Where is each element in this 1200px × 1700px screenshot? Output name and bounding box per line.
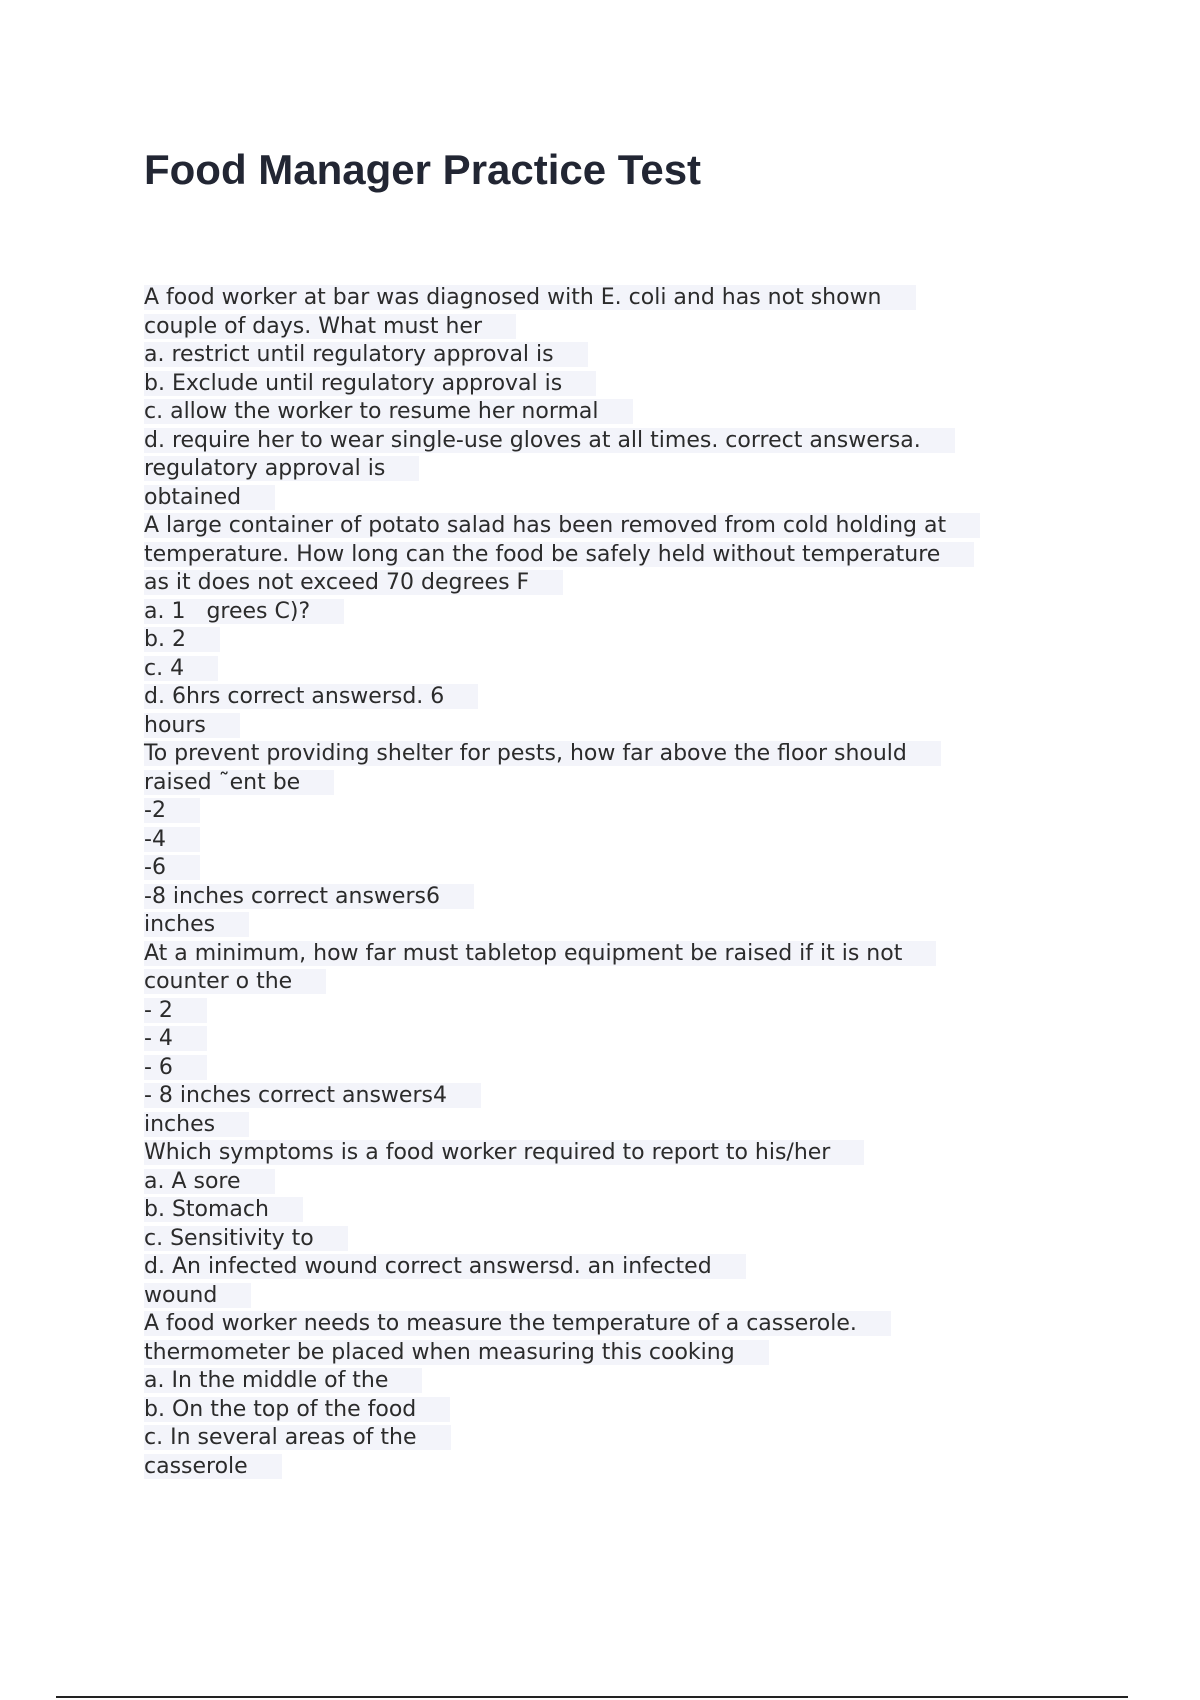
text-line xyxy=(144,1025,980,1054)
text-line xyxy=(144,370,980,399)
text-line-content: A food worker at bar was diagnosed with E. coli and has not shown xyxy=(144,285,916,310)
footer-divider xyxy=(56,1696,1128,1698)
text-line xyxy=(144,1168,980,1197)
text-line-content: d. 6hrs correct answersd. 6 xyxy=(144,684,478,709)
text-line-content: a. restrict until regulatory approval is xyxy=(144,342,588,367)
text-line xyxy=(144,455,980,484)
text-line xyxy=(144,854,980,883)
text-line-content: -4 xyxy=(144,827,200,852)
text-line-content: a. 1 grees C)? xyxy=(144,599,344,624)
text-line xyxy=(144,1253,980,1282)
text-line xyxy=(144,284,980,313)
document-title: Food Manager Practice Test xyxy=(144,146,702,193)
text-line xyxy=(144,683,980,712)
text-line-content: b. Exclude until regulatory approval is xyxy=(144,371,596,396)
text-line-content: c. 4 xyxy=(144,656,218,681)
text-line xyxy=(144,883,980,912)
text-line xyxy=(144,1225,980,1254)
text-line xyxy=(144,541,980,570)
text-line xyxy=(144,1367,980,1396)
document-body xyxy=(144,284,980,1481)
text-line-content: c. allow the worker to resume her normal xyxy=(144,399,633,424)
text-line xyxy=(144,341,980,370)
text-line xyxy=(144,712,980,741)
text-line xyxy=(144,1139,980,1168)
text-line xyxy=(144,1453,980,1482)
text-line xyxy=(144,1196,980,1225)
text-line-content: counter o the xyxy=(144,969,326,994)
text-line-content: c. Sensitivity to xyxy=(144,1226,348,1251)
text-line xyxy=(144,769,980,798)
text-line-content: b. Stomach xyxy=(144,1197,303,1222)
text-line-content: temperature. How long can the food be safely held without temperature xyxy=(144,542,974,567)
text-line xyxy=(144,512,980,541)
text-line-content: To prevent providing shelter for pests, how far above the floor should xyxy=(144,741,941,766)
text-line-content: as it does not exceed 70 degrees F xyxy=(144,570,563,595)
text-line xyxy=(144,1424,980,1453)
text-line-content: obtained xyxy=(144,485,275,510)
text-line xyxy=(144,398,980,427)
text-line-content: hours xyxy=(144,713,240,738)
text-line-content: wound xyxy=(144,1283,251,1308)
text-line-content: a. A sore xyxy=(144,1169,275,1194)
text-line-content: A food worker needs to measure the temperature of a casserole. xyxy=(144,1311,891,1336)
text-line xyxy=(144,1054,980,1083)
text-line-content: c. In several areas of the xyxy=(144,1425,451,1450)
text-line xyxy=(144,740,980,769)
text-line-content: couple of days. What must her xyxy=(144,314,516,339)
text-line-content: b. 2 xyxy=(144,627,220,652)
text-line xyxy=(144,968,980,997)
text-line-content: Which symptoms is a food worker required to report to his/her xyxy=(144,1140,864,1165)
text-line-content: thermometer be placed when measuring this cooking xyxy=(144,1340,769,1365)
text-line-content: A large container of potato salad has been removed from cold holding at xyxy=(144,513,980,538)
text-line xyxy=(144,569,980,598)
text-line-content: At a minimum, how far must tabletop equipment be raised if it is not xyxy=(144,941,936,966)
text-line xyxy=(144,313,980,342)
text-line xyxy=(144,911,980,940)
text-line-content: -8 inches correct answers6 xyxy=(144,884,474,909)
text-line xyxy=(144,1396,980,1425)
text-line-content: - 4 xyxy=(144,1026,207,1051)
text-line xyxy=(144,1082,980,1111)
text-line-content: raised ˜ent be xyxy=(144,770,334,795)
text-line xyxy=(144,484,980,513)
text-line-content: regulatory approval is xyxy=(144,456,419,481)
text-line-content: a. In the middle of the xyxy=(144,1368,422,1393)
text-line xyxy=(144,797,980,826)
text-line-content: -6 xyxy=(144,855,200,880)
text-line-content: b. On the top of the food xyxy=(144,1397,450,1422)
text-line xyxy=(144,655,980,684)
text-line-content: d. require her to wear single-use gloves at all times. correct answersa. xyxy=(144,428,955,453)
text-line-content: - 6 xyxy=(144,1055,207,1080)
text-line-content: inches xyxy=(144,912,249,937)
text-line-content: d. An infected wound correct answersd. an infected xyxy=(144,1254,746,1279)
text-line-content: casserole xyxy=(144,1454,282,1479)
text-line xyxy=(144,826,980,855)
text-line-content: inches xyxy=(144,1112,249,1137)
text-line xyxy=(144,598,980,627)
text-line xyxy=(144,626,980,655)
text-line xyxy=(144,997,980,1026)
text-line xyxy=(144,1339,980,1368)
text-line xyxy=(144,1282,980,1311)
text-line xyxy=(144,427,980,456)
text-line xyxy=(144,940,980,969)
text-line xyxy=(144,1310,980,1339)
text-line-content: -2 xyxy=(144,798,200,823)
text-line-content: - 2 xyxy=(144,998,207,1023)
text-line xyxy=(144,1111,980,1140)
text-line-content: - 8 inches correct answers4 xyxy=(144,1083,481,1108)
